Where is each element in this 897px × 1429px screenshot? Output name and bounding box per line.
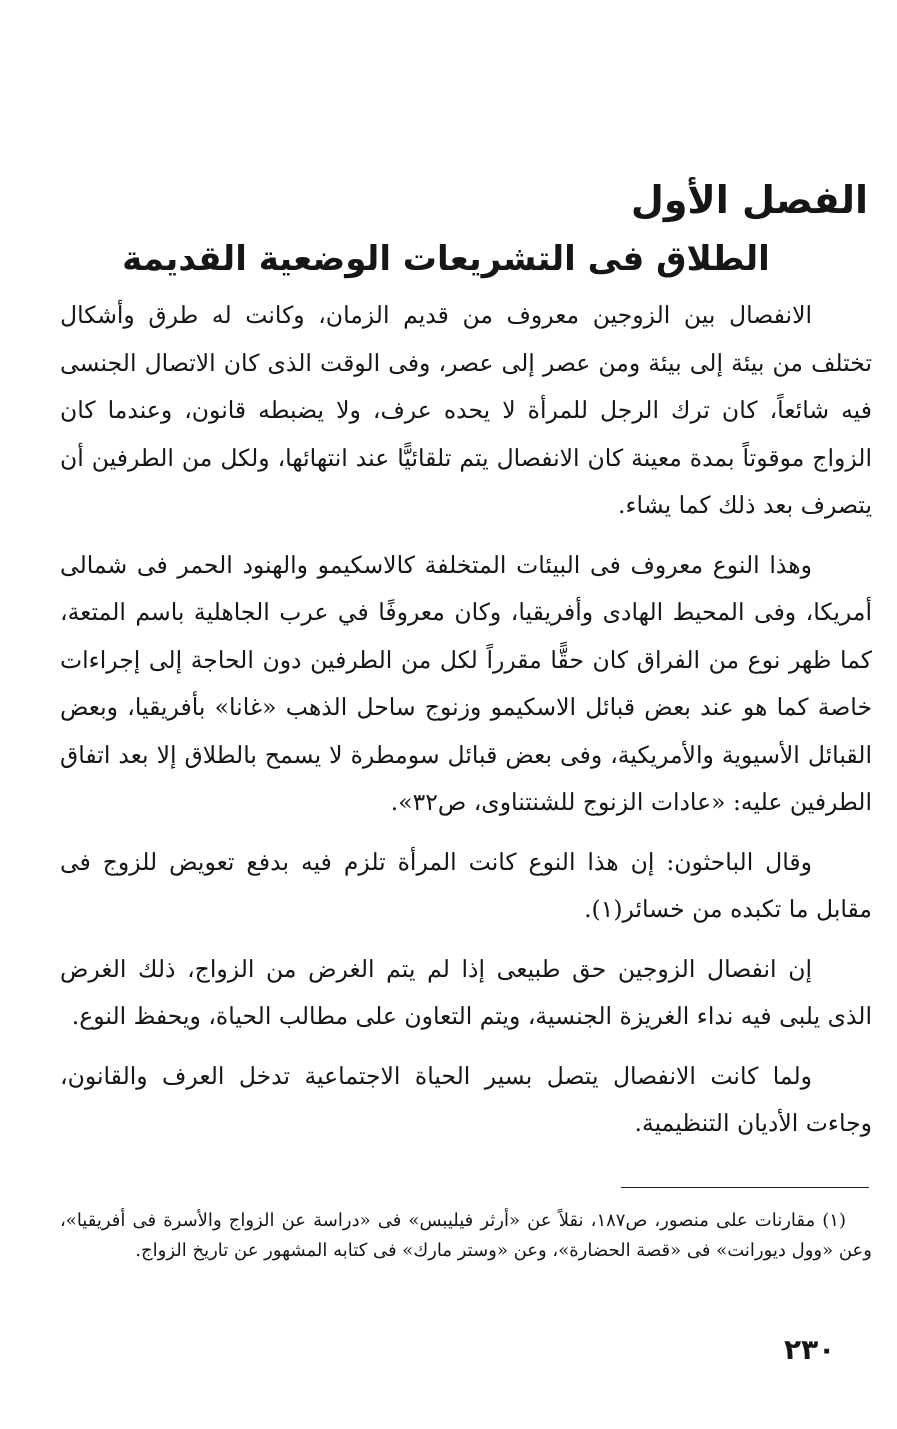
paragraph-5: ولما كانت الانفصال يتصل بسير الحياة الاجتماعية تدخل العرف والقانون، وجاءت الأديان التنظيمية. [60, 1061, 872, 1137]
paragraph-4: إن انفصال الزوجين حق طبيعى إذا لم يتم الغرض من الزواج، ذلك الغرض الذى يلبى فيه نداء الغريزة الجنسية، ويتم التعاون على مطالب الحياة، ويحفظ النوع. [60, 954, 872, 1030]
paragraph-1: الانفصال بين الزوجين معروف من قديم الزمان، وكانت له طرق وأشكال تختلف من بيئة إلى بيئة ومن عصر إلى عصر، وفى الوقت الذى كان الاتصال الجنسى فيه شائعاً، كان ترك الرجل للمرأة لا يحده عرف، ولا يضبطه قانون، وعندما كان الزواج موقوتاً بمدة معينة كان الانفصال يتم تلقائيًّا عند انتهائها، ولكل من الطرفين أن يتصرف بعد ذلك كما يشاء. [60, 301, 872, 519]
footnote-divider [621, 1187, 869, 1188]
page-number: ٢٣٠ [784, 1333, 836, 1366]
paragraph-2: وهذا النوع معروف فى البيئات المتخلفة كالاسكيمو والهنود الحمر فى شمالى أمريكا، وفى المحيط الهادى وأفريقيا، وكان معروفًا في عرب الجاهلية باسم المتعة، كما ظهر نوع من الفراق كان حقًّا مقرراً لكل من الطرفين دون الحاجة إلى إجراءات خاصة كما هو عند بعض قبائل الاسكيمو وزنوج ساحل الذهب «غانا» بأفريقيا، وبعض القبائل الأسيوية والأمريكية، وفى بعض قبائل سومطرة لا يسمح بالطلاق إلا بعد اتفاق الطرفين عليه: «عادات الزنوج للشنتناوى، ص٣٢». [60, 550, 872, 816]
chapter-heading: الفصل الأول [630, 178, 868, 222]
footnote: (١) مقارنات على منصور، ص١٨٧، نقلاً عن «أرثر فيليبس» فى «دراسة عن الزواج والأسرة فى أفريقيا»، وعن «وول ديورانت» فى «قصة الحضارة»، وعن «وستر مارك» فى كتابه المشهور عن تاريخ الزواج. [60, 1210, 872, 1261]
paragraph-3: وقال الباحثون: إن هذا النوع كانت المرأة تلزم فيه بدفع تعويض للزوج فى مقابل ما تكبده من خسائر(١). [60, 847, 872, 923]
chapter-title: الطلاق فى التشريعات الوضعية القديمة [122, 239, 770, 279]
page-text-block [60, 170, 872, 1160]
